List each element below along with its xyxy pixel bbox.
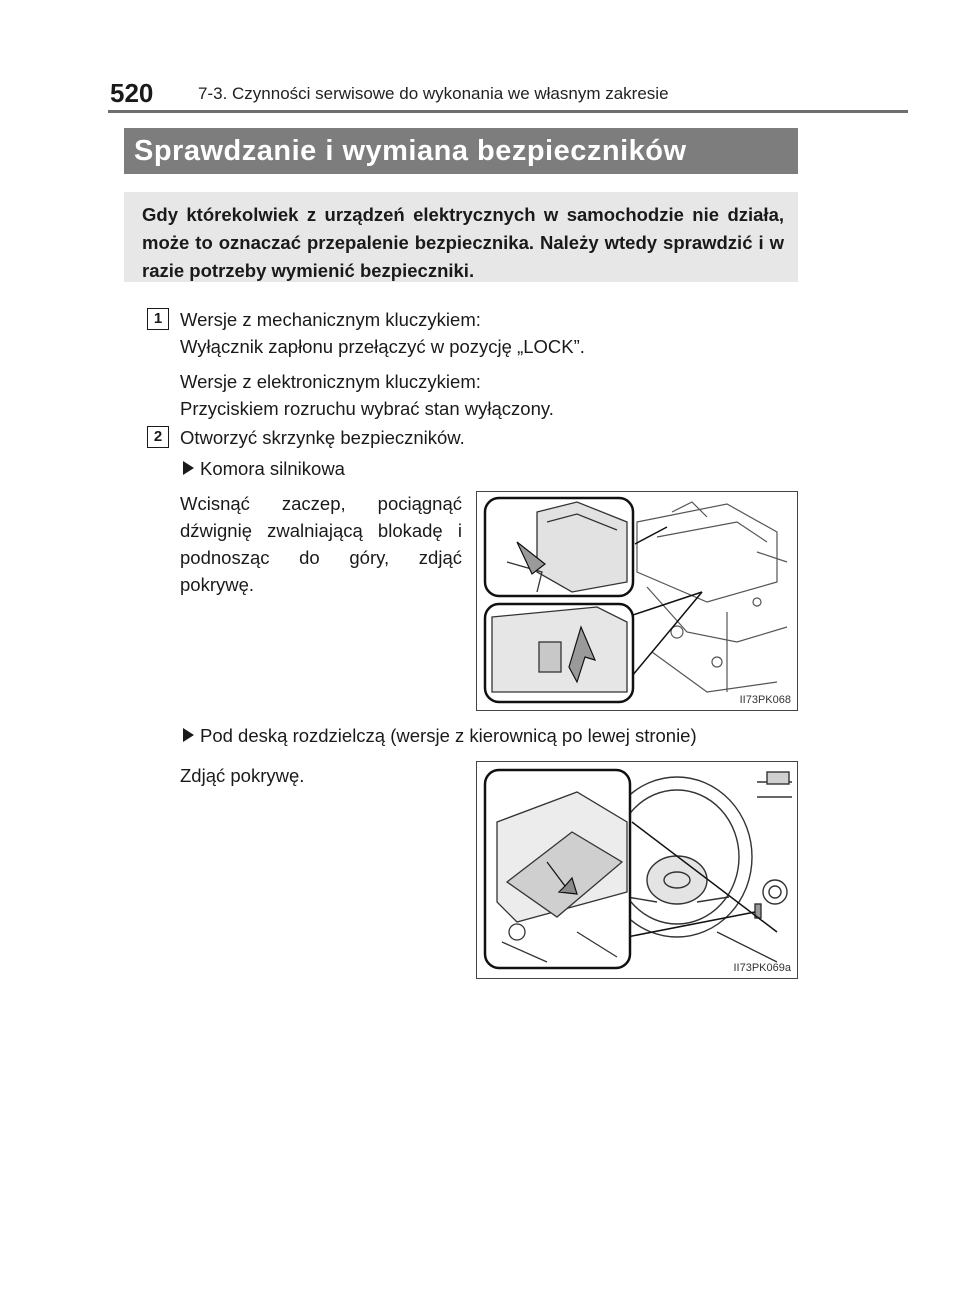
subsection-heading-engine: Komora silnikowa: [200, 458, 345, 479]
section-title: Sprawdzanie i wymiana bezpieczników: [124, 128, 798, 174]
dashboard-illustration: [477, 762, 797, 978]
step-number-2: 2: [147, 426, 169, 448]
step1-line-1: Wersje z mechanicznym kluczykiem:: [180, 309, 481, 330]
step1-line-3: Wersje z elektronicznym kluczykiem:: [180, 371, 481, 392]
bullet-arrow-icon: [183, 728, 194, 742]
step1-line-4: Przyciskiem rozruchu wybrać stan wyłączony.: [180, 398, 554, 419]
subsection-body-dashboard: Zdjąć pokrywę.: [180, 765, 305, 786]
header-divider: [108, 110, 908, 113]
engine-illustration: [477, 492, 797, 710]
figure-code-engine: II73PK068: [739, 694, 791, 706]
page-number: 520: [110, 78, 154, 108]
intro-box: Gdy którekolwiek z urządzeń elektrycznych w samochodzie nie działa, może to oznaczać przepalenie bezpiecznika. Należy wtedy sprawdzić i w razie potrzeby wymienić bezpieczniki.: [124, 192, 798, 282]
step1-line-2: Wyłącznik zapłonu przełączyć w pozycję „LOCK”.: [180, 336, 585, 357]
subsection-body-engine: Wcisnąć zaczep, pociągnąć dźwignię zwalniającą blokadę i podnosząc do góry, zdjąć pokrywę.: [180, 493, 462, 595]
bullet-arrow-icon: [183, 461, 194, 475]
figure-dashboard-fuse-box: [476, 761, 798, 979]
figure-engine-fuse-box: [476, 491, 798, 711]
page-header: [110, 74, 910, 110]
figure-code-dashboard: II73PK069a: [733, 962, 791, 974]
chapter-title: 7-3. Czynności serwisowe do wykonania we własnym zakresie: [198, 84, 669, 103]
step-number-1: 1: [147, 308, 169, 330]
step2-text: Otworzyć skrzynkę bezpieczników.: [180, 427, 465, 448]
subsection-heading-dashboard: Pod deską rozdzielczą (wersje z kierownicą po lewej stronie): [200, 725, 697, 746]
